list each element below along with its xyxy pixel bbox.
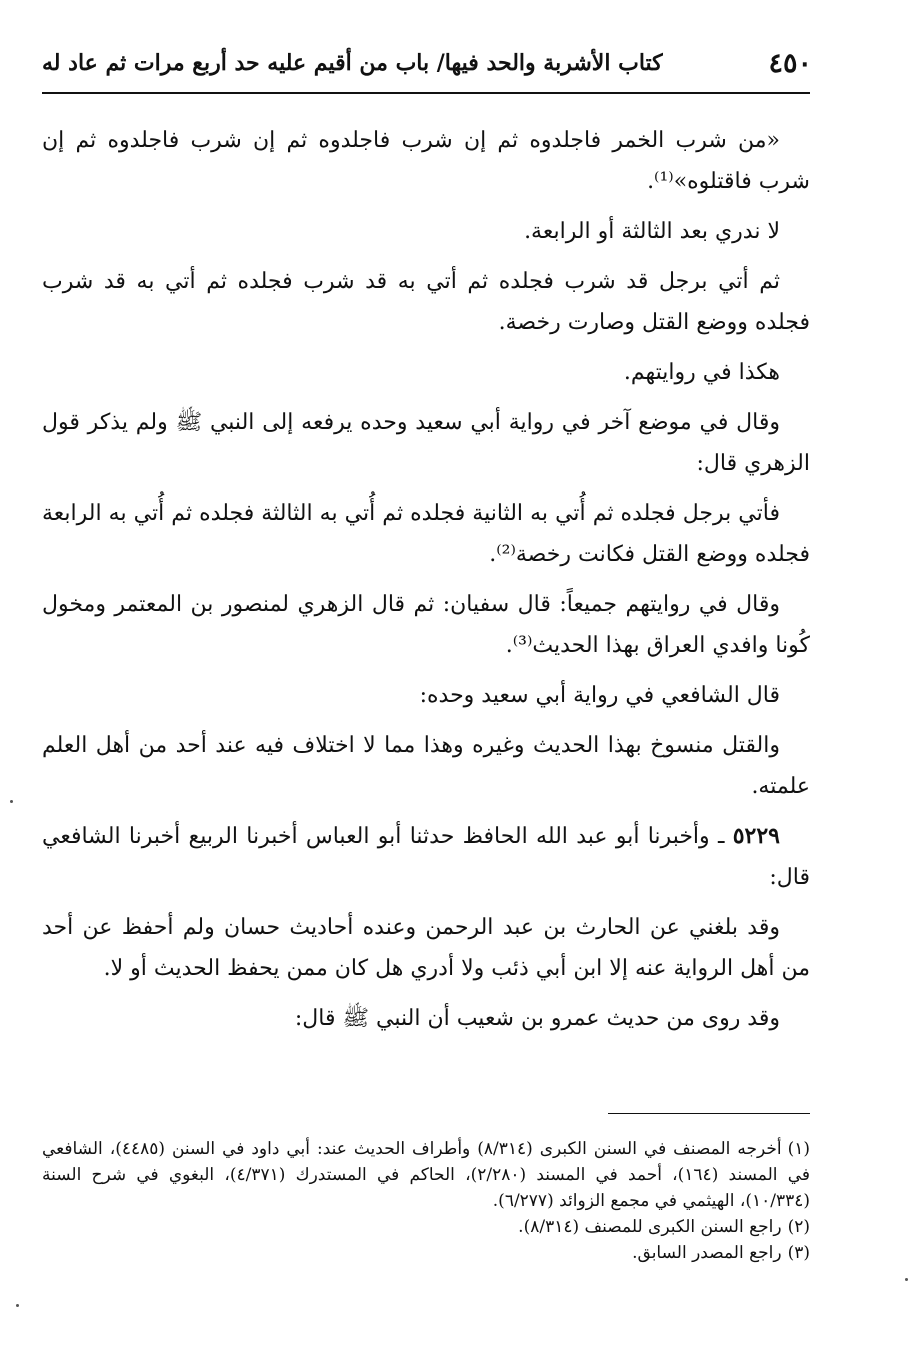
paragraph: وقال في روايتهم جميعاً: قال سفيان: ثم قال الزهري لمنصور بن المعتمر ومخول كُونا وافدي العراق بهذا الحديث⁽³⁾.	[42, 592, 810, 658]
paragraph: ثم أتي برجل قد شرب فجلده ثم أتي به قد شرب فجلده ثم أتي به قد شرب فجلده ووضع القتل وصارت رخصة.	[42, 269, 810, 335]
hadith-text: ـ وأخبرنا أبو عبد الله الحافظ حدثنا أبو العباس أخبرنا الربيع أخبرنا الشافعي قال:	[42, 824, 810, 890]
header-divider	[42, 92, 810, 94]
footnote-text: راجع السنن الكبرى للمصنف (٨/٣١٤).	[518, 1217, 782, 1237]
footnote	[42, 1136, 810, 1214]
paragraph: قال الشافعي في رواية أبي سعيد وحده:	[419, 683, 780, 708]
footnote	[42, 1240, 810, 1266]
running-title: كتاب الأشربة والحد فيها/ باب من أقيم عليه حد أربع مرات ثم عاد له	[42, 50, 663, 76]
scan-speck	[905, 1278, 908, 1281]
page-header	[42, 46, 812, 90]
paragraph: وقال في موضع آخر في رواية أبي سعيد وحده يرفعه إلى النبي ﷺ ولم يذكر قول الزهري قال:	[42, 410, 810, 476]
hadith-number: ٥٢٢٩	[732, 823, 780, 849]
footnote-divider	[608, 1113, 810, 1114]
paragraph: «من شرب الخمر فاجلدوه ثم إن شرب فاجلدوه ثم إن شرب فاجلدوه ثم إن شرب فاقتلوه»⁽¹⁾.	[42, 128, 810, 194]
footnote	[42, 1214, 810, 1240]
page-number: ٤٥٠	[768, 48, 812, 79]
hadith-paragraph	[42, 816, 810, 898]
scan-speck	[16, 1304, 19, 1307]
footnote-marker: (٣)	[787, 1243, 810, 1263]
scan-speck	[10, 800, 13, 803]
paragraph: وقد بلغني عن الحارث بن عبد الرحمن وعنده أحاديث حسان ولم أحفظ عن أحد من أهل الرواية عنه إلا ابن أبي ذئب ولا أدري هل كان ممن يحفظ الحديث أو لا.	[42, 915, 810, 981]
footnotes	[42, 1136, 810, 1266]
footnote-text: راجع المصدر السابق.	[632, 1243, 782, 1263]
footnote-marker: (١)	[787, 1139, 810, 1159]
paragraph: هكذا في روايتهم.	[623, 360, 780, 385]
footnote-text: أخرجه المصنف في السنن الكبرى (٨/٣١٤) وأطراف الحديث عند: أبي داود في السنن (٤٤٨٥)، الشافعي في المسند (١٦٤)، أحمد في المسند (٢/٢٨٠)، الحاكم في المستدرك (٤/٣٧١)، البغوي في شرح السنة (١٠/٣٣٤)، الهيثمي في مجمع الزوائد (٦/٢٧٧).	[42, 1139, 810, 1211]
paragraph: وقد روى من حديث عمرو بن شعيب أن النبي ﷺ قال:	[294, 1006, 780, 1031]
footnote-marker: (٢)	[787, 1217, 810, 1237]
paragraph: فأتي برجل فجلده ثم أُتي به الثانية فجلده ثم أُتي به الثالثة فجلده ثم أُتي به الرابعة فجلده ووضع القتل فكانت رخصة⁽²⁾.	[42, 501, 810, 567]
paragraph: لا ندري بعد الثالثة أو الرابعة.	[524, 219, 780, 244]
main-text	[42, 120, 810, 1048]
paragraph: والقتل منسوخ بهذا الحديث وغيره وهذا مما لا اختلاف فيه عند أحد من أهل العلم علمته.	[42, 733, 810, 799]
